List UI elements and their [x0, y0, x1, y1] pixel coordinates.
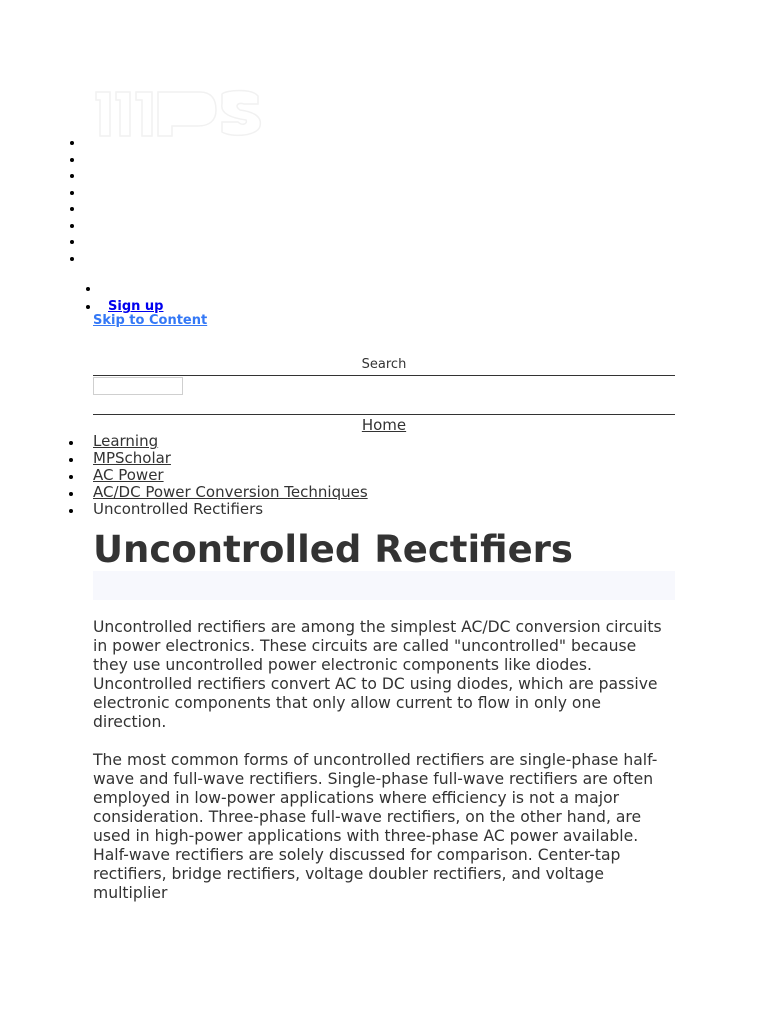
article-body	[93, 618, 675, 922]
user-menu-item[interactable]	[86, 280, 163, 298]
search-divider-top	[93, 375, 675, 376]
home-link[interactable]: Home	[361, 416, 407, 434]
breadcrumb-link-ac-power[interactable]: AC Power	[93, 466, 164, 484]
home-link-wrapper	[93, 416, 675, 434]
breadcrumb-item	[66, 433, 368, 450]
mps-logo[interactable]	[92, 84, 264, 140]
user-menu	[86, 280, 163, 316]
breadcrumb-item	[66, 467, 368, 484]
search-label: Search	[361, 357, 407, 372]
breadcrumb-item-current: Uncontrolled Rectifiers	[66, 501, 368, 518]
breadcrumb-link-learning[interactable]: Learning	[93, 432, 159, 450]
article-paragraph: The most common forms of uncontrolled rectifiers are single-phase half-wave and full-wave rectifiers. Single-phase full-wave rectifiers are often employed in low-power applications where efficiency is not a major consideration. Three-phase full-wave rectifiers, on the other hand, are used in high-power applications with three-phase AC power available. Half-wave rectifiers are solely discussed for comparison. Center-tap rectifiers, bridge rectifiers, voltage doubler rectifiers, and voltage multiplier	[93, 751, 658, 902]
breadcrumb	[66, 433, 368, 518]
search-input[interactable]	[93, 377, 183, 395]
signup-link[interactable]: Sign up	[108, 299, 164, 314]
article-paragraph: Uncontrolled rectifiers are among the simplest AC/DC conversion circuits in power electronics. These circuits are called "uncontrolled" because they use uncontrolled power electronic components like diodes. Uncontrolled rectifiers convert AC to DC using diodes, which are passive electronic components that only allow current to flow in only one direction.	[93, 618, 662, 731]
title-meta-band	[93, 571, 675, 600]
search-divider-bottom	[93, 414, 675, 415]
breadcrumb-link-mpscholar[interactable]: MPScholar	[93, 449, 171, 467]
breadcrumb-link-acdc-conversion[interactable]: AC/DC Power Conversion Techniques	[93, 483, 368, 501]
breadcrumb-item	[66, 450, 368, 467]
breadcrumb-item	[66, 484, 368, 501]
skip-to-content-link[interactable]: Skip to Content	[93, 313, 208, 328]
page-title: Uncontrolled Rectifiers	[93, 528, 573, 571]
